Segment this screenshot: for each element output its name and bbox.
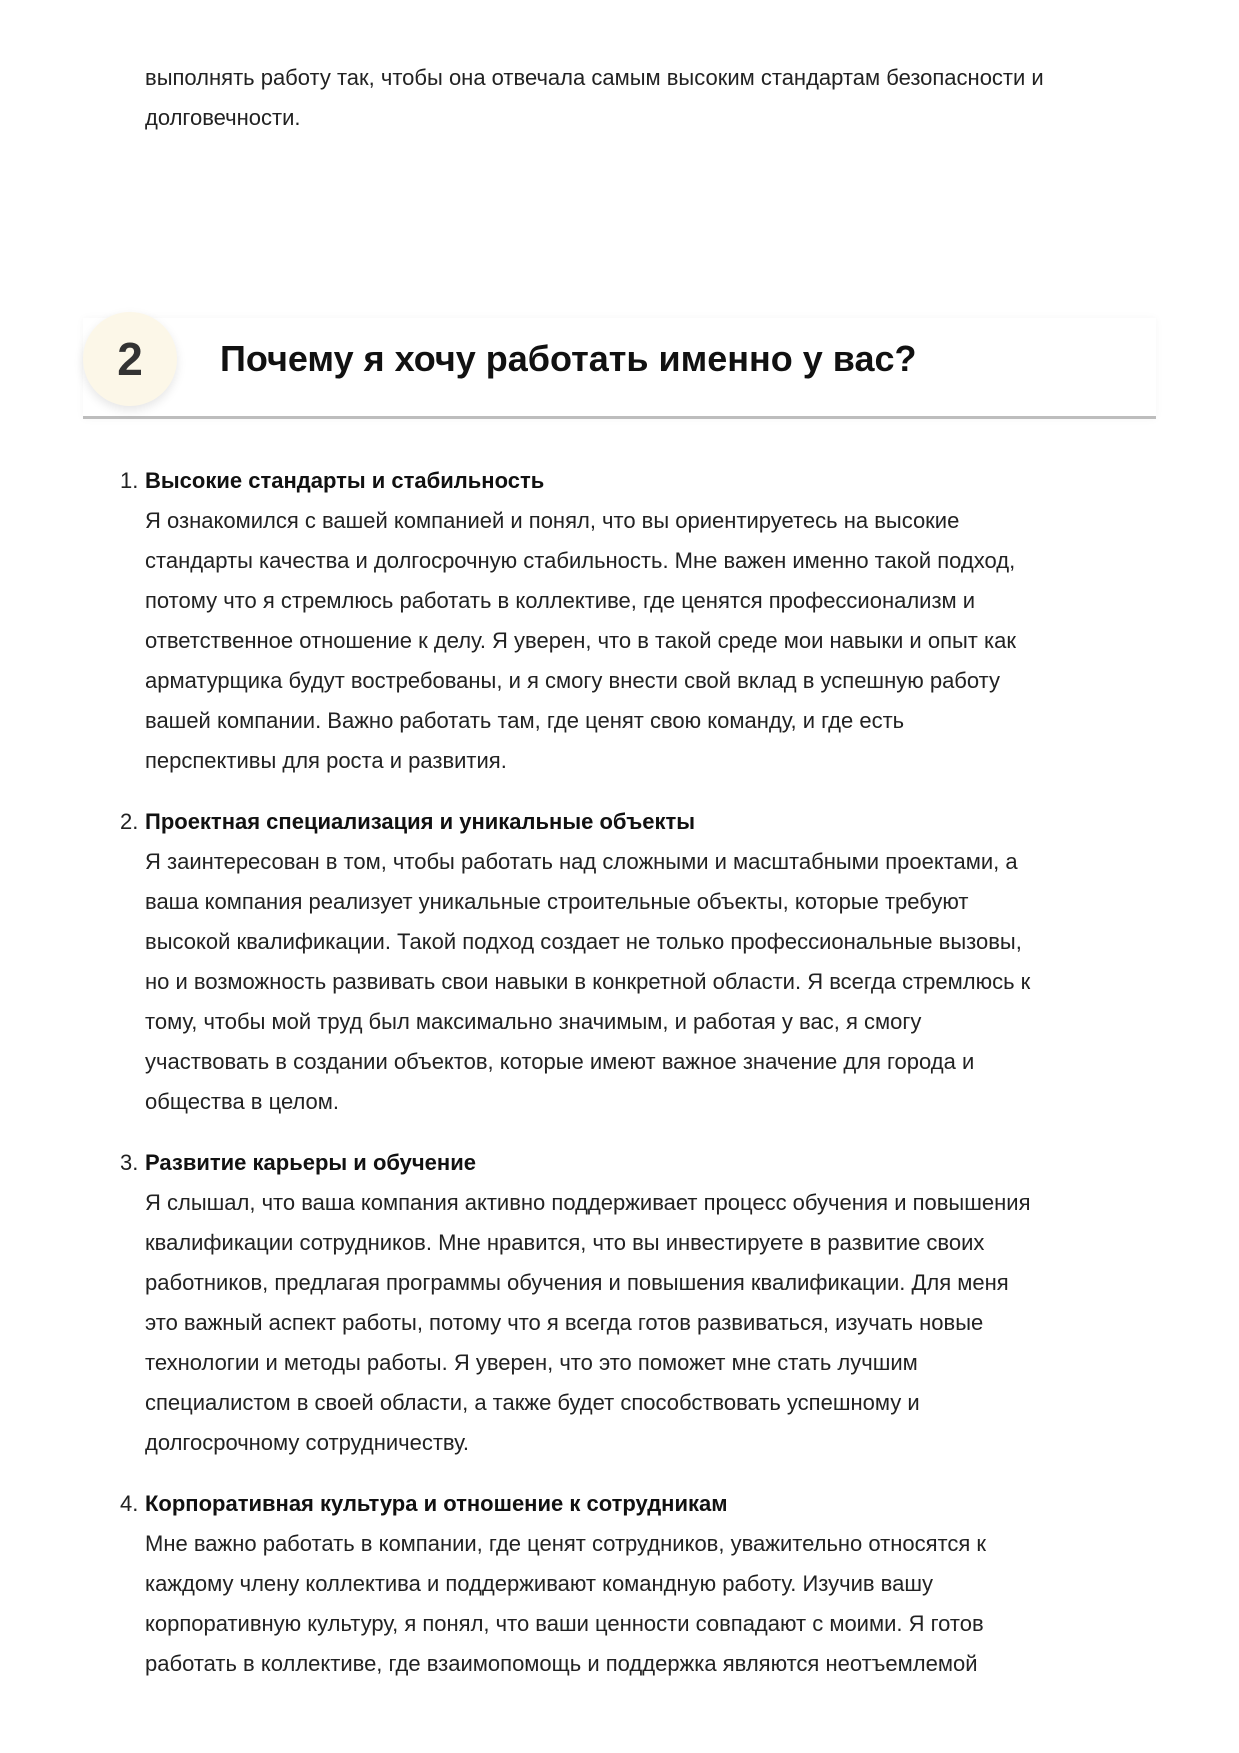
text-line: долгосрочному сотрудничеству.: [145, 1430, 470, 1455]
item-number: 2.: [120, 809, 139, 834]
text-line: стандарты качества и долгосрочную стабильность. Мне важен именно такой подход,: [145, 548, 1016, 573]
text-line: каждому члену коллектива и поддерживают командную работу. Изучив вашу: [145, 1571, 933, 1596]
item-body: [145, 1524, 1170, 1684]
list-item: [110, 1484, 1170, 1684]
intro-paragraph: [145, 58, 1165, 138]
text-line: специалистом в своей области, а также будет способствовать успешному и: [145, 1390, 920, 1415]
text-line: Я ознакомился с вашей компанией и понял, что вы ориентируетесь на высокие: [145, 508, 960, 533]
text-line: Я слышал, что ваша компания активно поддерживает процесс обучения и повышения: [145, 1190, 1031, 1215]
item-body: [145, 501, 1170, 781]
text-line: квалификации сотрудников. Мне нравится, что вы инвестируете в развитие своих: [145, 1230, 985, 1255]
text-line: долговечности.: [145, 105, 301, 130]
text-line: общества в целом.: [145, 1089, 340, 1114]
text-line: работников, предлагая программы обучения и повышения квалификации. Для меня: [145, 1270, 1009, 1295]
item-body: [145, 842, 1170, 1122]
text-line: Я заинтересован в том, чтобы работать над сложными и масштабными проектами, а: [145, 849, 1018, 874]
list-item: [110, 461, 1170, 781]
list-item: [110, 1143, 1170, 1463]
reasons-list: [110, 461, 1170, 1705]
section-number-badge: 2: [83, 312, 177, 406]
text-line: участвовать в создании объектов, которые имеют важное значение для города и: [145, 1049, 975, 1074]
item-title: Корпоративная культура и отношение к сотрудникам: [145, 1491, 728, 1516]
item-body: [145, 1183, 1170, 1463]
section-title: Почему я хочу работать именно у вас?: [220, 338, 917, 379]
text-line: ответственное отношение к делу. Я уверен, что в такой среде мои навыки и опыт как: [145, 628, 1016, 653]
text-line: это важный аспект работы, потому что я всегда готов развиваться, изучать новые: [145, 1310, 984, 1335]
text-line: выполнять работу так, чтобы она отвечала самым высоким стандартам безопасности и: [145, 65, 1044, 90]
text-line: но и возможность развивать свои навыки в конкретной области. Я всегда стремлюсь к: [145, 969, 1031, 994]
text-line: тому, чтобы мой труд был максимально значимым, и работая у вас, я смогу: [145, 1009, 922, 1034]
text-line: Мне важно работать в компании, где ценят сотрудников, уважительно относятся к: [145, 1531, 987, 1556]
item-number: 4.: [120, 1491, 139, 1516]
text-line: ваша компания реализует уникальные строительные объекты, которые требуют: [145, 889, 969, 914]
text-line: корпоративную культуру, я понял, что ваши ценности совпадают с моими. Я готов: [145, 1611, 984, 1636]
item-title: Высокие стандарты и стабильность: [145, 468, 545, 493]
text-line: работать в коллективе, где взаимопомощь и поддержка являются неотъемлемой: [145, 1651, 978, 1676]
item-number: 3.: [120, 1150, 139, 1175]
text-line: высокой квалификации. Такой подход создает не только профессиональные вызовы,: [145, 929, 1022, 954]
text-line: перспективы для роста и развития.: [145, 748, 507, 773]
section-header: [83, 318, 1156, 419]
text-line: вашей компании. Важно работать там, где ценят свою команду, и где есть: [145, 708, 905, 733]
text-line: арматурщика будут востребованы, и я смогу внести свой вклад в успешную работу: [145, 668, 1000, 693]
item-title: Проектная специализация и уникальные объекты: [145, 809, 696, 834]
item-number: 1.: [120, 468, 139, 493]
item-title: Развитие карьеры и обучение: [145, 1150, 476, 1175]
list-item: [110, 802, 1170, 1122]
text-line: технологии и методы работы. Я уверен, что это поможет мне стать лучшим: [145, 1350, 918, 1375]
text-line: потому что я стремлюсь работать в коллективе, где ценятся профессионализм и: [145, 588, 976, 613]
